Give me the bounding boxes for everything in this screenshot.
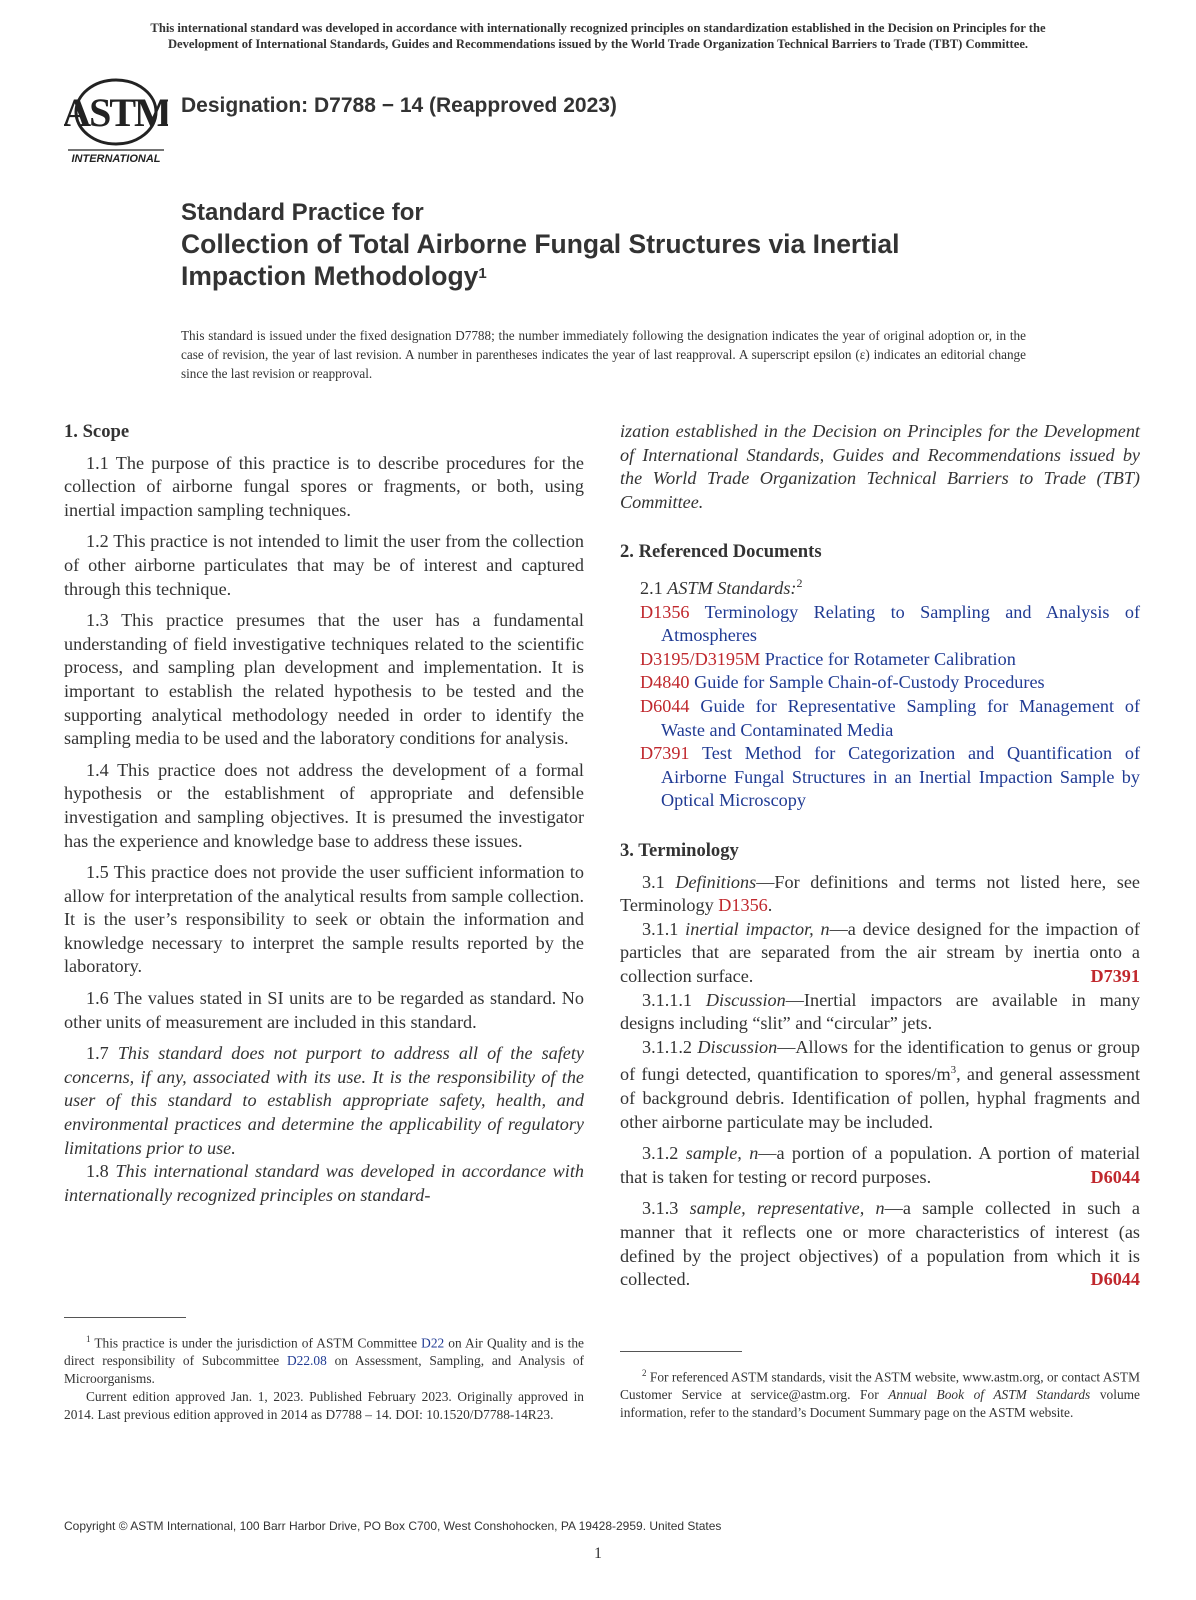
footnote-1 [64,1330,584,1424]
reference-code[interactable]: D3195/D3195M [640,648,761,669]
committee-link[interactable]: D22 [421,1335,445,1351]
reference-title[interactable]: Practice for Rotameter Calibration [764,648,1016,669]
term-3-1-3-text: —a sample collected in such a manner that it reflects one or more characteristics of interest (as defined by the project objectives) of a population from which it is collected. [620,1198,1140,1290]
astm-standards-footnote-mark: 2 [796,575,803,590]
paragraph-1-7-text: This standard does not purport to address all of the safety concerns, if any, associated with its use. It is the responsibility of the user of this standard to establish appropriate safety, health, and environmental practices and determine the applicability of regulatory limitations prior to use. [64,1043,585,1158]
astm-logo-mark [64,72,168,168]
paragraph-1-5: 1.5 This practice does not provide the user sufficient information to allow for interpretation of the analytical results from sample collection. It is the user’s responsibility to seek or obtain the information and knowledge necessary to interpret the sample results reported by the laboratory. [64,862,584,977]
astm-logo [64,72,168,168]
footnote-1-mark: 1 [86,1334,91,1344]
paragraph-1-3: 1.3 This practice presumes that the user has a fundamental understanding of field investigative techniques related to the scientific process, and sampling plan development and implementation. It is important to establish the related hypothesis to be tested and the supporting analytical methodology needed in order to identify the sampling media to be used and the laboratory conditions for analysis. [64,610,584,749]
astm-standards-num: 2.1 [640,578,663,599]
footnote-1-text-b: on Air Quality and is the direct responsibility of Subcommittee [64,1335,584,1369]
footnote-1-text-c: on Assessment, Sampling, and Analysis of Microorganisms. [64,1353,584,1387]
footnote-2-para [620,1364,1140,1422]
left-column [64,420,584,1207]
term-3-1-1-2-label: Discussion [697,1036,778,1057]
paragraph-1-8 [64,1160,584,1207]
term-3-1-num: 3.1 [642,871,665,892]
reference-title[interactable]: Terminology Relating to Sampling and Analysis of Atmospheres [661,601,1141,646]
reference-title[interactable]: Test Method for Categorization and Quantification of Airborne Fungal Structures in an Inertial Impaction Sample by Optical Microscopy [661,743,1140,811]
paragraph-1-8-text: This international standard was developed in accordance with internationally recognized principles on standard- [64,1161,585,1205]
designation: Designation: D7788 − 14 (Reapproved 2023) [181,94,617,117]
paragraph-1-6: 1.6 The values stated in SI units are to be regarded as standard. No other units of measurement are included in this standard. [64,988,584,1032]
term-3-1-1-2 [620,1036,1140,1134]
title-line1: Standard Practice for [181,199,424,226]
paragraph-1-7-num: 1.7 [86,1043,109,1064]
paragraph-1-8-continued [620,420,1140,514]
term-3-1-1-1-num: 3.1.1.1 [642,989,693,1010]
term-3-1-1-term: inertial impactor, n [685,918,830,939]
footnote-2-italic: Annual Book of ASTM Standards [888,1387,1091,1403]
title-line3-text: Impaction Methodology [181,261,479,291]
tbt-notice-line2: Development of International Standards, Guides and Recommendations issued by the World Trade Organization Technical Barriers to Trade (TBT) Committee. [167,37,1029,51]
section-heading-referenced-documents: 2. Referenced Documents [620,541,822,563]
term-3-1-3-source-link[interactable]: D6044 [1090,1269,1140,1290]
term-3-1 [620,871,1140,918]
section-heading-scope: 1. Scope [64,421,130,442]
footnote-1-edition: Current edition approved Jan. 1, 2023. Published February 2023. Originally approved in 2014. Last previous edition approved in 2014 as D7788 – 14. DOI: 10.1520/D7788-14R23. [64,1389,584,1423]
term-3-1-3-term: sample, representative, n [689,1198,885,1219]
reference-item[interactable] [620,601,1140,648]
term-3-1-3 [620,1197,1140,1291]
term-3-1-2-term: sample, n [685,1143,759,1164]
tbt-notice-line1: This international standard was developed in accordance with internationally recognized principles on standardization established in the Decision on Principles for the [150,21,1046,35]
term-3-1-1-2-text-b: , and general assessment of background debris. Identification of pollen, hyphal fragments and other airborne particulate may be included. [620,1064,1140,1132]
term-3-1-2-text: —a portion of a population. A portion of material that is taken for testing or record purposes. [620,1143,1141,1187]
footnote-rule-right [620,1351,742,1352]
reference-code[interactable]: D4840 [640,672,690,693]
section-heading-terminology: 3. Terminology [620,839,739,861]
right-column [620,420,1140,1300]
footnote-1-para [64,1330,584,1388]
footnote-2-text-b: volume information, refer to the standard’s Document Summary page on the ASTM website. [620,1387,1140,1421]
term-3-1-text: —For definitions and terms not listed here, see Terminology [620,871,1141,916]
term-3-1-2-source-link[interactable]: D6044 [1090,1166,1140,1187]
logo-text: ASTM [64,90,168,135]
term-3-1-1-2-sup: 3 [950,1064,957,1077]
footnote-1-text-a: This practice is under the jurisdiction of ASTM Committee [90,1335,422,1351]
reference-code[interactable]: D7391 [640,743,690,764]
reference-item[interactable] [620,671,1140,695]
astm-standards-label: ASTM Standards: [667,578,797,599]
paragraph-1-8-num: 1.8 [86,1161,109,1182]
term-3-1-1-2-num: 3.1.1.2 [642,1036,693,1057]
reference-title[interactable]: Guide for Representative Sampling for Management of Waste and Contaminated Media [661,696,1141,740]
logo-subtext: INTERNATIONAL [71,153,161,165]
subcommittee-link[interactable]: D22.08 [287,1353,327,1369]
title-line2: Collection of Total Airborne Fungal Structures via Inertial [181,229,900,259]
reference-title[interactable]: Guide for Sample Chain-of-Custody Procedures [694,672,1045,693]
reference-code[interactable]: D6044 [640,696,690,716]
reference-code[interactable]: D1356 [640,601,690,622]
reference-item[interactable] [620,648,1140,672]
paragraph-1-4: 1.4 This practice does not address the development of a formal hypothesis or the establishment of appropriate and defensible investigation and sampling objectives. It is presumed the investigator has the experience and knowledge base to address these issues. [64,759,584,851]
term-3-1-1-1-text: —Inertial impactors are available in many designs including “slit” and “circular” jets. [620,989,1140,1034]
reference-item[interactable] [620,742,1140,813]
term-3-1-2-num: 3.1.2 [642,1143,679,1164]
issued-note: This standard is issued under the fixed designation D7788; the number immediately following the designation indicates the year of original adoption or, in the case of revision, the year of last revision. A number in parentheses indicates the year of last reapproval. A superscript epsilon (ε) indicates an editorial change since the last revision or reapproval. [181,328,1026,381]
term-3-1-1-1 [620,989,1140,1036]
paragraph-1-2: 1.2 This practice is not intended to limit the user from the collection of other airborne particulates that may be of interest and captured through this technique. [64,531,584,599]
term-3-1-1 [620,918,1140,989]
term-3-1-ref-link[interactable]: D1356 [718,895,768,916]
footnote-2-mark: 2 [642,1368,647,1378]
footnote-2-text-a: For referenced ASTM standards, visit the ASTM website, www.astm.org, or contact ASTM Customer Service at service@astm.org. For [620,1369,1140,1403]
paragraph-1-1: 1.1 The purpose of this practice is to describe procedures for the collection of airborne fungal spores or fragments, or both, using inertial impaction sampling techniques. [64,452,584,520]
term-3-1-1-1-label: Discussion [705,989,786,1010]
copyright: Copyright © ASTM International, 100 Barr Harbor Drive, PO Box C700, West Conshohocken, PA 19428-2959. United States [64,1519,722,1533]
tbt-notice [62,20,1134,52]
title-footnote-mark: 1 [478,265,487,282]
footnote-rule-left [64,1317,186,1318]
paragraph-1-8-continued-text: ization established in the Decision on Principles for the Development of International Standards, Guides and Recommendations issued by the World Trade Organization Technical Barriers to Trade (TBT) Committee. [620,421,1140,512]
term-3-1-end: . [767,895,773,916]
term-3-1-3-num: 3.1.3 [642,1198,679,1219]
astm-standards-subheading [620,572,1140,601]
term-3-1-1-text: —a device designed for the impaction of particles that are separated from the air stream by inertia onto a collection surface. [620,918,1140,986]
footnote-2 [620,1364,1140,1422]
term-3-1-1-2-text-a: —Allows for the identification to genus or group of fungi detected, quantification to spores/m [620,1036,1140,1085]
document-title [181,198,1041,292]
referenced-list [620,601,1140,813]
page-number: 1 [594,1545,602,1562]
term-3-1-1-source-link[interactable]: D7391 [1090,965,1140,986]
reference-item[interactable] [620,695,1140,742]
title-line3 [181,260,1041,292]
paragraph-1-7 [64,1042,584,1160]
term-3-1-label: Definitions [675,871,757,892]
term-3-1-1-num: 3.1.1 [642,918,679,939]
term-3-1-2 [620,1142,1140,1189]
